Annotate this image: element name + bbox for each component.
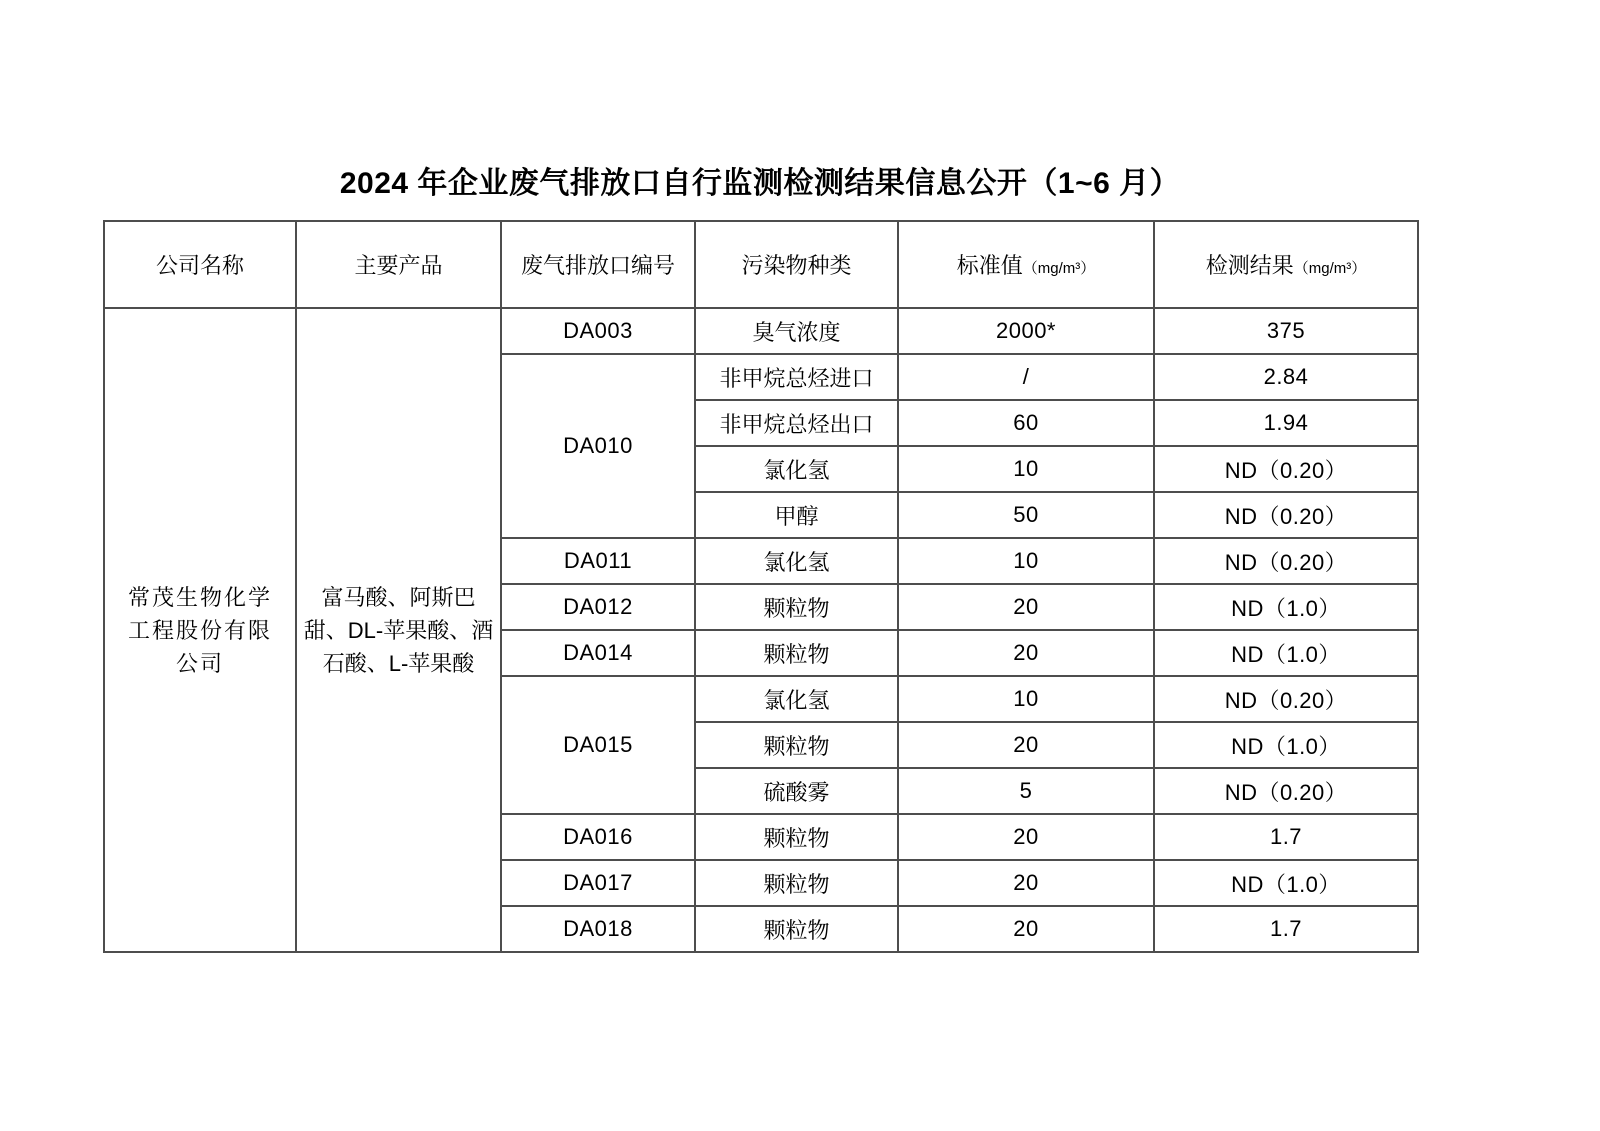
pollutant-cell: 颗粒物 [695, 814, 898, 860]
emissions-monitoring-table [103, 220, 1419, 953]
col-header-outlet [501, 221, 695, 308]
result-value-cell: 1.7 [1154, 814, 1418, 860]
standard-value-cell: 5 [898, 768, 1154, 814]
col-header-pollutant [695, 221, 898, 308]
outlet-id-cell: DA015 [501, 676, 695, 814]
col-header-result-unit: （mg/m³） [1293, 260, 1367, 277]
result-value-cell: ND（1.0） [1154, 584, 1418, 630]
result-value-cell: ND（1.0） [1154, 630, 1418, 676]
standard-value-cell: 20 [898, 584, 1154, 630]
result-value-cell: ND（0.20） [1154, 492, 1418, 538]
standard-value-cell: 20 [898, 722, 1154, 768]
table-body [104, 308, 1418, 952]
result-value-cell: ND（1.0） [1154, 722, 1418, 768]
col-header-standard-label: 标准值 [956, 253, 1023, 278]
result-value-cell: ND（0.20） [1154, 538, 1418, 584]
pollutant-cell: 氯化氢 [695, 538, 898, 584]
standard-value-cell: 20 [898, 630, 1154, 676]
col-header-result [1154, 221, 1418, 308]
col-header-products [296, 221, 501, 308]
standard-value-cell: 20 [898, 860, 1154, 906]
table-header [104, 221, 1418, 308]
standard-value-cell: 50 [898, 492, 1154, 538]
outlet-id-cell: DA017 [501, 860, 695, 906]
standard-value-cell: 20 [898, 906, 1154, 952]
col-header-standard-unit: （mg/m³） [1022, 260, 1096, 277]
pollutant-cell: 非甲烷总烃进口 [695, 354, 898, 400]
col-header-standard [898, 221, 1154, 308]
company-name-cell: 常茂生物化学工程股份有限公司 [104, 308, 296, 952]
col-header-result-label: 检测结果 [1205, 253, 1294, 278]
page-title: 2024 年企业废气排放口自行监测检测结果信息公开（1~6 月） [339, 167, 1181, 200]
pollutant-cell: 颗粒物 [695, 860, 898, 906]
result-value-cell: ND（0.20） [1154, 446, 1418, 492]
outlet-id-cell: DA010 [501, 354, 695, 538]
pollutant-cell: 氯化氢 [695, 676, 898, 722]
main-products-cell: 富马酸、阿斯巴甜、DL-苹果酸、酒石酸、L-苹果酸 [296, 308, 501, 952]
standard-value-cell: 2000* [898, 308, 1154, 354]
result-value-cell: ND（0.20） [1154, 676, 1418, 722]
pollutant-cell: 颗粒物 [695, 584, 898, 630]
pollutant-cell: 颗粒物 [695, 906, 898, 952]
outlet-id-cell: DA018 [501, 906, 695, 952]
outlet-id-cell: DA011 [501, 538, 695, 584]
standard-value-cell: 20 [898, 814, 1154, 860]
header-row [104, 221, 1418, 308]
result-value-cell: 2.84 [1154, 354, 1418, 400]
outlet-id-cell: DA012 [501, 584, 695, 630]
pollutant-cell: 颗粒物 [695, 630, 898, 676]
outlet-id-cell: DA016 [501, 814, 695, 860]
col-header-outlet-label: 废气排放口编号 [520, 253, 675, 278]
outlet-id-cell: DA014 [501, 630, 695, 676]
document-content [103, 0, 1417, 953]
result-value-cell: ND（0.20） [1154, 768, 1418, 814]
table-row [104, 308, 1418, 354]
result-value-cell: 1.94 [1154, 400, 1418, 446]
standard-value-cell: 10 [898, 538, 1154, 584]
pollutant-cell: 硫酸雾 [695, 768, 898, 814]
standard-value-cell: 10 [898, 446, 1154, 492]
standard-value-cell: 60 [898, 400, 1154, 446]
pollutant-cell: 臭气浓度 [695, 308, 898, 354]
pollutant-cell: 氯化氢 [695, 446, 898, 492]
outlet-id-cell: DA003 [501, 308, 695, 354]
result-value-cell: 1.7 [1154, 906, 1418, 952]
result-value-cell: 375 [1154, 308, 1418, 354]
result-value-cell: ND（1.0） [1154, 860, 1418, 906]
col-header-company-label: 公司名称 [155, 253, 244, 278]
col-header-products-label: 主要产品 [354, 253, 443, 278]
pollutant-cell: 颗粒物 [695, 722, 898, 768]
col-header-company [104, 221, 296, 308]
standard-value-cell: / [898, 354, 1154, 400]
col-header-pollutant-label: 污染物种类 [741, 253, 852, 278]
pollutant-cell: 甲醇 [695, 492, 898, 538]
pollutant-cell: 非甲烷总烃出口 [695, 400, 898, 446]
standard-value-cell: 10 [898, 676, 1154, 722]
